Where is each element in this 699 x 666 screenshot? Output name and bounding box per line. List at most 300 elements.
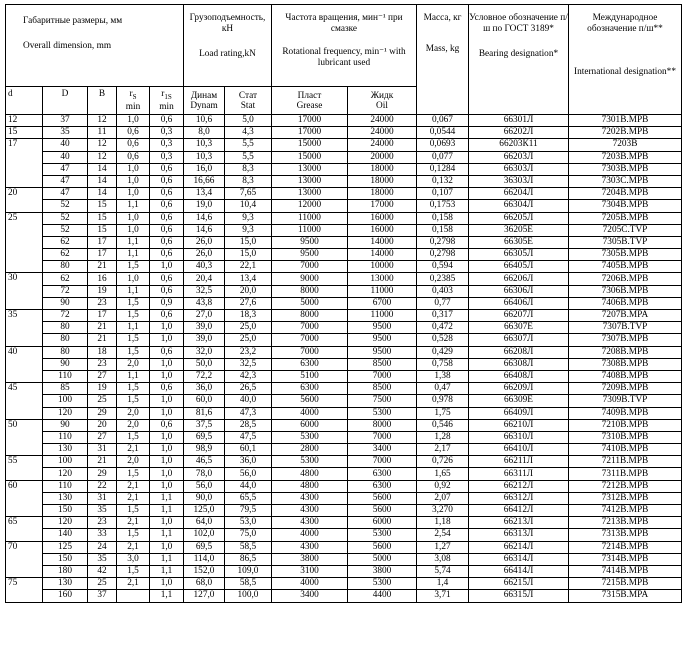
cell-d: 70 bbox=[6, 541, 43, 553]
cell-mass: 0,1753 bbox=[417, 200, 469, 212]
cell-mass: 0,2385 bbox=[417, 273, 469, 285]
table-row bbox=[6, 541, 682, 553]
header-static bbox=[225, 87, 272, 115]
cell-r1s-min: 0,9 bbox=[150, 297, 184, 309]
cell-B: 14 bbox=[88, 188, 117, 200]
cell-d: 17 bbox=[6, 139, 43, 151]
cell-rs-min: 1,5 bbox=[117, 346, 150, 358]
table-row bbox=[6, 175, 682, 187]
cell-r1s-min: 1,1 bbox=[150, 529, 184, 541]
cell-r1s-min: 0,6 bbox=[150, 188, 184, 200]
table-row bbox=[6, 565, 682, 577]
header-r1s-subscript: 1S bbox=[164, 92, 172, 101]
cell-intl-designation: 7314B.MPB bbox=[569, 553, 682, 565]
cell-oil-speed: 4400 bbox=[348, 590, 417, 602]
cell-grease-speed: 13000 bbox=[272, 188, 348, 200]
cell-r1s-min: 1,0 bbox=[150, 261, 184, 273]
cell-intl-designation: 7202B.MPB bbox=[569, 127, 682, 139]
cell-oil-speed: 24000 bbox=[348, 127, 417, 139]
cell-intl-designation: 7306B.MPB bbox=[569, 285, 682, 297]
cell-rs-min: 1,5 bbox=[117, 565, 150, 577]
cell-mass: 0,132 bbox=[417, 175, 469, 187]
cell-D: 150 bbox=[43, 505, 88, 517]
cell-grease-speed: 4000 bbox=[272, 407, 348, 419]
cell-B: 42 bbox=[88, 565, 117, 577]
cell-r1s-min: 1,1 bbox=[150, 505, 184, 517]
cell-oil-speed: 10000 bbox=[348, 261, 417, 273]
cell-gost-designation: 66405Л bbox=[469, 261, 569, 273]
table-row bbox=[6, 505, 682, 517]
header-d-label: d bbox=[8, 89, 13, 99]
cell-intl-designation: 7315B.MPA bbox=[569, 590, 682, 602]
header-load-ru: Грузоподъемность, кН bbox=[189, 13, 266, 34]
cell-gost-designation: 66211Л bbox=[469, 456, 569, 468]
cell-static-load: 4,3 bbox=[225, 127, 272, 139]
cell-d bbox=[6, 285, 43, 297]
cell-mass: 0,158 bbox=[417, 212, 469, 224]
cell-D: 130 bbox=[43, 492, 88, 504]
cell-rs-min: 1,1 bbox=[117, 236, 150, 248]
cell-oil-speed: 5300 bbox=[348, 529, 417, 541]
cell-oil-speed: 5600 bbox=[348, 505, 417, 517]
table-row bbox=[6, 115, 682, 127]
cell-gost-designation: 66313Л bbox=[469, 529, 569, 541]
cell-D: 52 bbox=[43, 224, 88, 236]
cell-static-load: 58,5 bbox=[225, 541, 272, 553]
cell-static-load: 32,5 bbox=[225, 358, 272, 370]
cell-gost-designation: 66212Л bbox=[469, 480, 569, 492]
cell-static-load: 9,3 bbox=[225, 224, 272, 236]
header-mass bbox=[417, 5, 469, 115]
cell-D: 85 bbox=[43, 383, 88, 395]
cell-mass: 0,47 bbox=[417, 383, 469, 395]
cell-d bbox=[6, 431, 43, 443]
cell-mass: 0,158 bbox=[417, 224, 469, 236]
cell-static-load: 44,0 bbox=[225, 480, 272, 492]
cell-grease-speed: 4800 bbox=[272, 468, 348, 480]
cell-intl-designation: 7313B.MPB bbox=[569, 529, 682, 541]
cell-static-load: 60,1 bbox=[225, 444, 272, 456]
cell-intl-designation: 7305B.TVP bbox=[569, 236, 682, 248]
cell-static-load: 75,0 bbox=[225, 529, 272, 541]
cell-r1s-min: 1,0 bbox=[150, 334, 184, 346]
cell-oil-speed: 14000 bbox=[348, 249, 417, 261]
cell-mass: 0,92 bbox=[417, 480, 469, 492]
cell-intl-designation: 7406B.MPB bbox=[569, 297, 682, 309]
table-body bbox=[6, 115, 682, 603]
cell-rs-min: 2,0 bbox=[117, 456, 150, 468]
cell-rs-min: 1,5 bbox=[117, 334, 150, 346]
cell-rs-min: 0,6 bbox=[117, 139, 150, 151]
header-mass-en: Mass, kg bbox=[425, 44, 460, 54]
cell-d bbox=[6, 407, 43, 419]
cell-B: 21 bbox=[88, 456, 117, 468]
cell-gost-designation: 66214Л bbox=[469, 541, 569, 553]
cell-intl-designation: 7203B.MPB bbox=[569, 151, 682, 163]
cell-grease-speed: 13000 bbox=[272, 175, 348, 187]
header-oil-en: Oil bbox=[376, 100, 388, 111]
cell-gost-designation: 66305Л bbox=[469, 249, 569, 261]
cell-gost-designation: 66305Е bbox=[469, 236, 569, 248]
bearings-table bbox=[5, 4, 682, 603]
cell-D: 110 bbox=[43, 480, 88, 492]
cell-rs-min: 1,1 bbox=[117, 249, 150, 261]
cell-r1s-min: 0,6 bbox=[150, 346, 184, 358]
cell-grease-speed: 6300 bbox=[272, 383, 348, 395]
cell-gost-designation: 66306Л bbox=[469, 285, 569, 297]
cell-grease-speed: 2800 bbox=[272, 444, 348, 456]
cell-dynamic-load: 60,0 bbox=[184, 395, 225, 407]
cell-dynamic-load: 32,0 bbox=[184, 346, 225, 358]
cell-grease-speed: 6300 bbox=[272, 358, 348, 370]
cell-d: 35 bbox=[6, 310, 43, 322]
cell-B: 33 bbox=[88, 529, 117, 541]
cell-grease-speed: 4800 bbox=[272, 480, 348, 492]
header-overall-dimension bbox=[6, 5, 184, 87]
cell-oil-speed: 6000 bbox=[348, 517, 417, 529]
cell-grease-speed: 15000 bbox=[272, 139, 348, 151]
cell-d: 50 bbox=[6, 419, 43, 431]
cell-intl-designation: 7308B.MPB bbox=[569, 358, 682, 370]
cell-dynamic-load: 39,0 bbox=[184, 334, 225, 346]
cell-oil-speed: 18000 bbox=[348, 188, 417, 200]
cell-dynamic-load: 26,0 bbox=[184, 236, 225, 248]
table-row bbox=[6, 395, 682, 407]
header-rotational-frequency bbox=[272, 5, 417, 87]
cell-rs-min: 1,5 bbox=[117, 310, 150, 322]
cell-dynamic-load: 90,0 bbox=[184, 492, 225, 504]
cell-oil-speed: 6700 bbox=[348, 297, 417, 309]
cell-mass: 2,54 bbox=[417, 529, 469, 541]
cell-oil-speed: 3800 bbox=[348, 565, 417, 577]
cell-rs-min: 1,5 bbox=[117, 261, 150, 273]
header-freq-en: Rotational frequency, min⁻¹ with lubricant used bbox=[282, 47, 406, 68]
cell-intl-designation: 7207B.MPA bbox=[569, 310, 682, 322]
cell-static-load: 10,4 bbox=[225, 200, 272, 212]
cell-intl-designation: 7311B.MPB bbox=[569, 468, 682, 480]
cell-intl-designation: 7408B.MPB bbox=[569, 370, 682, 382]
cell-D: 90 bbox=[43, 419, 88, 431]
cell-mass: 1,28 bbox=[417, 431, 469, 443]
cell-oil-speed: 5600 bbox=[348, 541, 417, 553]
cell-static-load: 27,6 bbox=[225, 297, 272, 309]
cell-grease-speed: 8000 bbox=[272, 310, 348, 322]
cell-mass: 0,2798 bbox=[417, 236, 469, 248]
cell-static-load: 15,0 bbox=[225, 249, 272, 261]
cell-B: 31 bbox=[88, 444, 117, 456]
header-r1s-symbol: r bbox=[161, 89, 165, 100]
header-rs-subscript: S bbox=[132, 92, 137, 101]
cell-r1s-min: 1,0 bbox=[150, 578, 184, 590]
cell-r1s-min: 0,6 bbox=[150, 419, 184, 431]
header-d bbox=[6, 87, 43, 115]
cell-intl-designation: 7208B.MPB bbox=[569, 346, 682, 358]
cell-oil-speed: 13000 bbox=[348, 273, 417, 285]
cell-d bbox=[6, 529, 43, 541]
cell-gost-designation: 66315Л bbox=[469, 590, 569, 602]
cell-mass: 1,75 bbox=[417, 407, 469, 419]
cell-grease-speed: 13000 bbox=[272, 163, 348, 175]
cell-grease-speed: 17000 bbox=[272, 115, 348, 127]
cell-B: 21 bbox=[88, 322, 117, 334]
cell-static-load: 9,3 bbox=[225, 212, 272, 224]
cell-rs-min: 0,6 bbox=[117, 127, 150, 139]
cell-D: 47 bbox=[43, 175, 88, 187]
cell-d: 20 bbox=[6, 188, 43, 200]
cell-rs-min: 2,0 bbox=[117, 407, 150, 419]
cell-intl-designation: 7307B.MPB bbox=[569, 334, 682, 346]
header-oil bbox=[348, 87, 417, 115]
cell-static-load: 13,4 bbox=[225, 273, 272, 285]
cell-oil-speed: 5000 bbox=[348, 553, 417, 565]
cell-d bbox=[6, 224, 43, 236]
cell-gost-designation: 66314Л bbox=[469, 553, 569, 565]
cell-mass: 3,08 bbox=[417, 553, 469, 565]
cell-D: 140 bbox=[43, 529, 88, 541]
cell-d: 30 bbox=[6, 273, 43, 285]
cell-D: 40 bbox=[43, 151, 88, 163]
cell-static-load: 56,0 bbox=[225, 468, 272, 480]
cell-r1s-min: 1,0 bbox=[150, 395, 184, 407]
cell-r1s-min: 1,0 bbox=[150, 358, 184, 370]
cell-mass: 1,38 bbox=[417, 370, 469, 382]
cell-intl-designation: 7304B.MPB bbox=[569, 200, 682, 212]
table-row bbox=[6, 322, 682, 334]
cell-mass: 3,270 bbox=[417, 505, 469, 517]
cell-dynamic-load: 14,6 bbox=[184, 212, 225, 224]
cell-r1s-min: 1,1 bbox=[150, 492, 184, 504]
cell-gost-designation: 66210Л bbox=[469, 419, 569, 431]
header-r1s-min bbox=[150, 87, 184, 115]
cell-D: 110 bbox=[43, 370, 88, 382]
cell-B: 21 bbox=[88, 334, 117, 346]
cell-dynamic-load: 40,3 bbox=[184, 261, 225, 273]
cell-gost-designation: 66406Л bbox=[469, 297, 569, 309]
cell-B: 24 bbox=[88, 541, 117, 553]
cell-rs-min: 1,0 bbox=[117, 115, 150, 127]
cell-B: 18 bbox=[88, 346, 117, 358]
cell-dynamic-load: 68,0 bbox=[184, 578, 225, 590]
cell-r1s-min: 1,0 bbox=[150, 322, 184, 334]
cell-intl-designation: 7210B.MPB bbox=[569, 419, 682, 431]
cell-grease-speed: 4000 bbox=[272, 578, 348, 590]
cell-static-load: 7,65 bbox=[225, 188, 272, 200]
cell-gost-designation: 66203Л bbox=[469, 151, 569, 163]
cell-gost-designation: 66202Л bbox=[469, 127, 569, 139]
cell-gost-designation: 66206Л bbox=[469, 273, 569, 285]
cell-intl-designation: 7307B.TVP bbox=[569, 322, 682, 334]
cell-r1s-min: 0,6 bbox=[150, 273, 184, 285]
cell-mass: 0,0544 bbox=[417, 127, 469, 139]
cell-rs-min: 1,5 bbox=[117, 383, 150, 395]
cell-dynamic-load: 43,8 bbox=[184, 297, 225, 309]
cell-intl-designation: 7303C.MPB bbox=[569, 175, 682, 187]
cell-D: 40 bbox=[43, 139, 88, 151]
cell-grease-speed: 7000 bbox=[272, 261, 348, 273]
cell-rs-min: 2,0 bbox=[117, 358, 150, 370]
cell-d: 12 bbox=[6, 115, 43, 127]
cell-oil-speed: 16000 bbox=[348, 224, 417, 236]
cell-intl-designation: 7213B.MPB bbox=[569, 517, 682, 529]
cell-static-load: 22,1 bbox=[225, 261, 272, 273]
cell-dynamic-load: 39,0 bbox=[184, 322, 225, 334]
table-row bbox=[6, 249, 682, 261]
cell-static-load: 18,3 bbox=[225, 310, 272, 322]
cell-D: 47 bbox=[43, 163, 88, 175]
cell-gost-designation: 66409Л bbox=[469, 407, 569, 419]
cell-grease-speed: 17000 bbox=[272, 127, 348, 139]
cell-gost-designation: 66410Л bbox=[469, 444, 569, 456]
header-mass-ru: Масса, кг bbox=[423, 13, 462, 23]
cell-mass: 0,403 bbox=[417, 285, 469, 297]
table-row bbox=[6, 358, 682, 370]
cell-grease-speed: 7000 bbox=[272, 334, 348, 346]
cell-dynamic-load: 8,0 bbox=[184, 127, 225, 139]
cell-intl-designation: 7305B.MPB bbox=[569, 249, 682, 261]
table-row bbox=[6, 297, 682, 309]
header-international-designation bbox=[569, 5, 682, 115]
cell-mass: 0,2798 bbox=[417, 249, 469, 261]
cell-d bbox=[6, 322, 43, 334]
cell-rs-min: 1,5 bbox=[117, 395, 150, 407]
cell-oil-speed: 9500 bbox=[348, 334, 417, 346]
cell-D: 80 bbox=[43, 322, 88, 334]
cell-B: 14 bbox=[88, 175, 117, 187]
cell-rs-min: 1,0 bbox=[117, 212, 150, 224]
cell-intl-designation: 7215B.MPB bbox=[569, 578, 682, 590]
cell-r1s-min: 0,6 bbox=[150, 115, 184, 127]
cell-mass: 0,472 bbox=[417, 322, 469, 334]
cell-D: 62 bbox=[43, 236, 88, 248]
cell-static-load: 100,0 bbox=[225, 590, 272, 602]
cell-r1s-min: 0,6 bbox=[150, 285, 184, 297]
cell-d: 65 bbox=[6, 517, 43, 529]
cell-static-load: 5,5 bbox=[225, 151, 272, 163]
cell-d bbox=[6, 553, 43, 565]
cell-r1s-min: 1,1 bbox=[150, 565, 184, 577]
cell-oil-speed: 18000 bbox=[348, 175, 417, 187]
cell-r1s-min: 1,0 bbox=[150, 517, 184, 529]
cell-D: 180 bbox=[43, 565, 88, 577]
cell-oil-speed: 5600 bbox=[348, 492, 417, 504]
cell-dynamic-load: 64,0 bbox=[184, 517, 225, 529]
cell-mass: 1,4 bbox=[417, 578, 469, 590]
cell-grease-speed: 9500 bbox=[272, 236, 348, 248]
table-row bbox=[6, 480, 682, 492]
cell-oil-speed: 5300 bbox=[348, 578, 417, 590]
cell-static-load: 42,3 bbox=[225, 370, 272, 382]
table-row bbox=[6, 236, 682, 248]
header-dims-ru: Габаритные размеры, мм bbox=[23, 16, 123, 26]
cell-mass: 5,74 bbox=[417, 565, 469, 577]
cell-D: 80 bbox=[43, 334, 88, 346]
cell-gost-designation: 36303Л bbox=[469, 175, 569, 187]
header-freq-ru: Частота вращения, мин⁻¹ при смазке bbox=[285, 13, 403, 34]
cell-dynamic-load: 32,5 bbox=[184, 285, 225, 297]
cell-rs-min bbox=[117, 590, 150, 602]
cell-gost-designation: 66303Л bbox=[469, 163, 569, 175]
cell-D: 72 bbox=[43, 285, 88, 297]
cell-dynamic-load: 114,0 bbox=[184, 553, 225, 565]
cell-B: 12 bbox=[88, 115, 117, 127]
cell-dynamic-load: 20,4 bbox=[184, 273, 225, 285]
cell-mass: 0,528 bbox=[417, 334, 469, 346]
cell-static-load: 79,5 bbox=[225, 505, 272, 517]
header-load-rating bbox=[184, 5, 272, 87]
cell-gost-designation: 66204Л bbox=[469, 188, 569, 200]
cell-dynamic-load: 125,0 bbox=[184, 505, 225, 517]
cell-r1s-min: 0,6 bbox=[150, 236, 184, 248]
cell-dynamic-load: 10,6 bbox=[184, 115, 225, 127]
cell-mass: 0,546 bbox=[417, 419, 469, 431]
cell-B: 14 bbox=[88, 163, 117, 175]
cell-grease-speed: 11000 bbox=[272, 224, 348, 236]
table-row bbox=[6, 419, 682, 431]
cell-gost-designation: 66301Л bbox=[469, 115, 569, 127]
table-row bbox=[6, 492, 682, 504]
cell-B: 29 bbox=[88, 468, 117, 480]
cell-dynamic-load: 37,5 bbox=[184, 419, 225, 431]
cell-rs-min: 1,1 bbox=[117, 322, 150, 334]
cell-D: 37 bbox=[43, 115, 88, 127]
cell-dynamic-load: 81,6 bbox=[184, 407, 225, 419]
cell-intl-designation: 7301B.MPB bbox=[569, 115, 682, 127]
cell-intl-designation: 7205B.MPB bbox=[569, 212, 682, 224]
cell-r1s-min: 0,6 bbox=[150, 249, 184, 261]
cell-oil-speed: 3400 bbox=[348, 444, 417, 456]
cell-oil-speed: 8500 bbox=[348, 383, 417, 395]
cell-d bbox=[6, 444, 43, 456]
cell-gost-designation: 66310Л bbox=[469, 431, 569, 443]
cell-dynamic-load: 46,5 bbox=[184, 456, 225, 468]
cell-static-load: 8,3 bbox=[225, 163, 272, 175]
cell-gost-designation: 66307Е bbox=[469, 322, 569, 334]
cell-static-load: 28,5 bbox=[225, 419, 272, 431]
cell-rs-min: 1,1 bbox=[117, 285, 150, 297]
cell-static-load: 20,0 bbox=[225, 285, 272, 297]
cell-D: 62 bbox=[43, 273, 88, 285]
cell-r1s-min: 1,0 bbox=[150, 431, 184, 443]
cell-gost-designation: 66209Л bbox=[469, 383, 569, 395]
cell-r1s-min: 0,3 bbox=[150, 127, 184, 139]
table-row bbox=[6, 468, 682, 480]
cell-B: 37 bbox=[88, 590, 117, 602]
table-row bbox=[6, 370, 682, 382]
cell-B: 17 bbox=[88, 249, 117, 261]
cell-rs-min: 2,1 bbox=[117, 480, 150, 492]
table-row bbox=[6, 407, 682, 419]
table-row bbox=[6, 163, 682, 175]
cell-intl-designation: 7205C.TVP bbox=[569, 224, 682, 236]
cell-mass: 2,17 bbox=[417, 444, 469, 456]
cell-D: 80 bbox=[43, 346, 88, 358]
cell-oil-speed: 7500 bbox=[348, 395, 417, 407]
cell-intl-designation: 7405B.MPB bbox=[569, 261, 682, 273]
cell-mass: 0,978 bbox=[417, 395, 469, 407]
table-row bbox=[6, 578, 682, 590]
cell-d bbox=[6, 236, 43, 248]
cell-rs-min: 1,0 bbox=[117, 224, 150, 236]
cell-mass: 0,758 bbox=[417, 358, 469, 370]
cell-dynamic-load: 10,3 bbox=[184, 139, 225, 151]
cell-mass: 0,107 bbox=[417, 188, 469, 200]
cell-rs-min: 1,5 bbox=[117, 431, 150, 443]
cell-d bbox=[6, 505, 43, 517]
cell-grease-speed: 8000 bbox=[272, 285, 348, 297]
header-grease-en: Grease bbox=[296, 100, 323, 111]
cell-gost-designation: 66304Л bbox=[469, 200, 569, 212]
cell-rs-min: 2,1 bbox=[117, 541, 150, 553]
